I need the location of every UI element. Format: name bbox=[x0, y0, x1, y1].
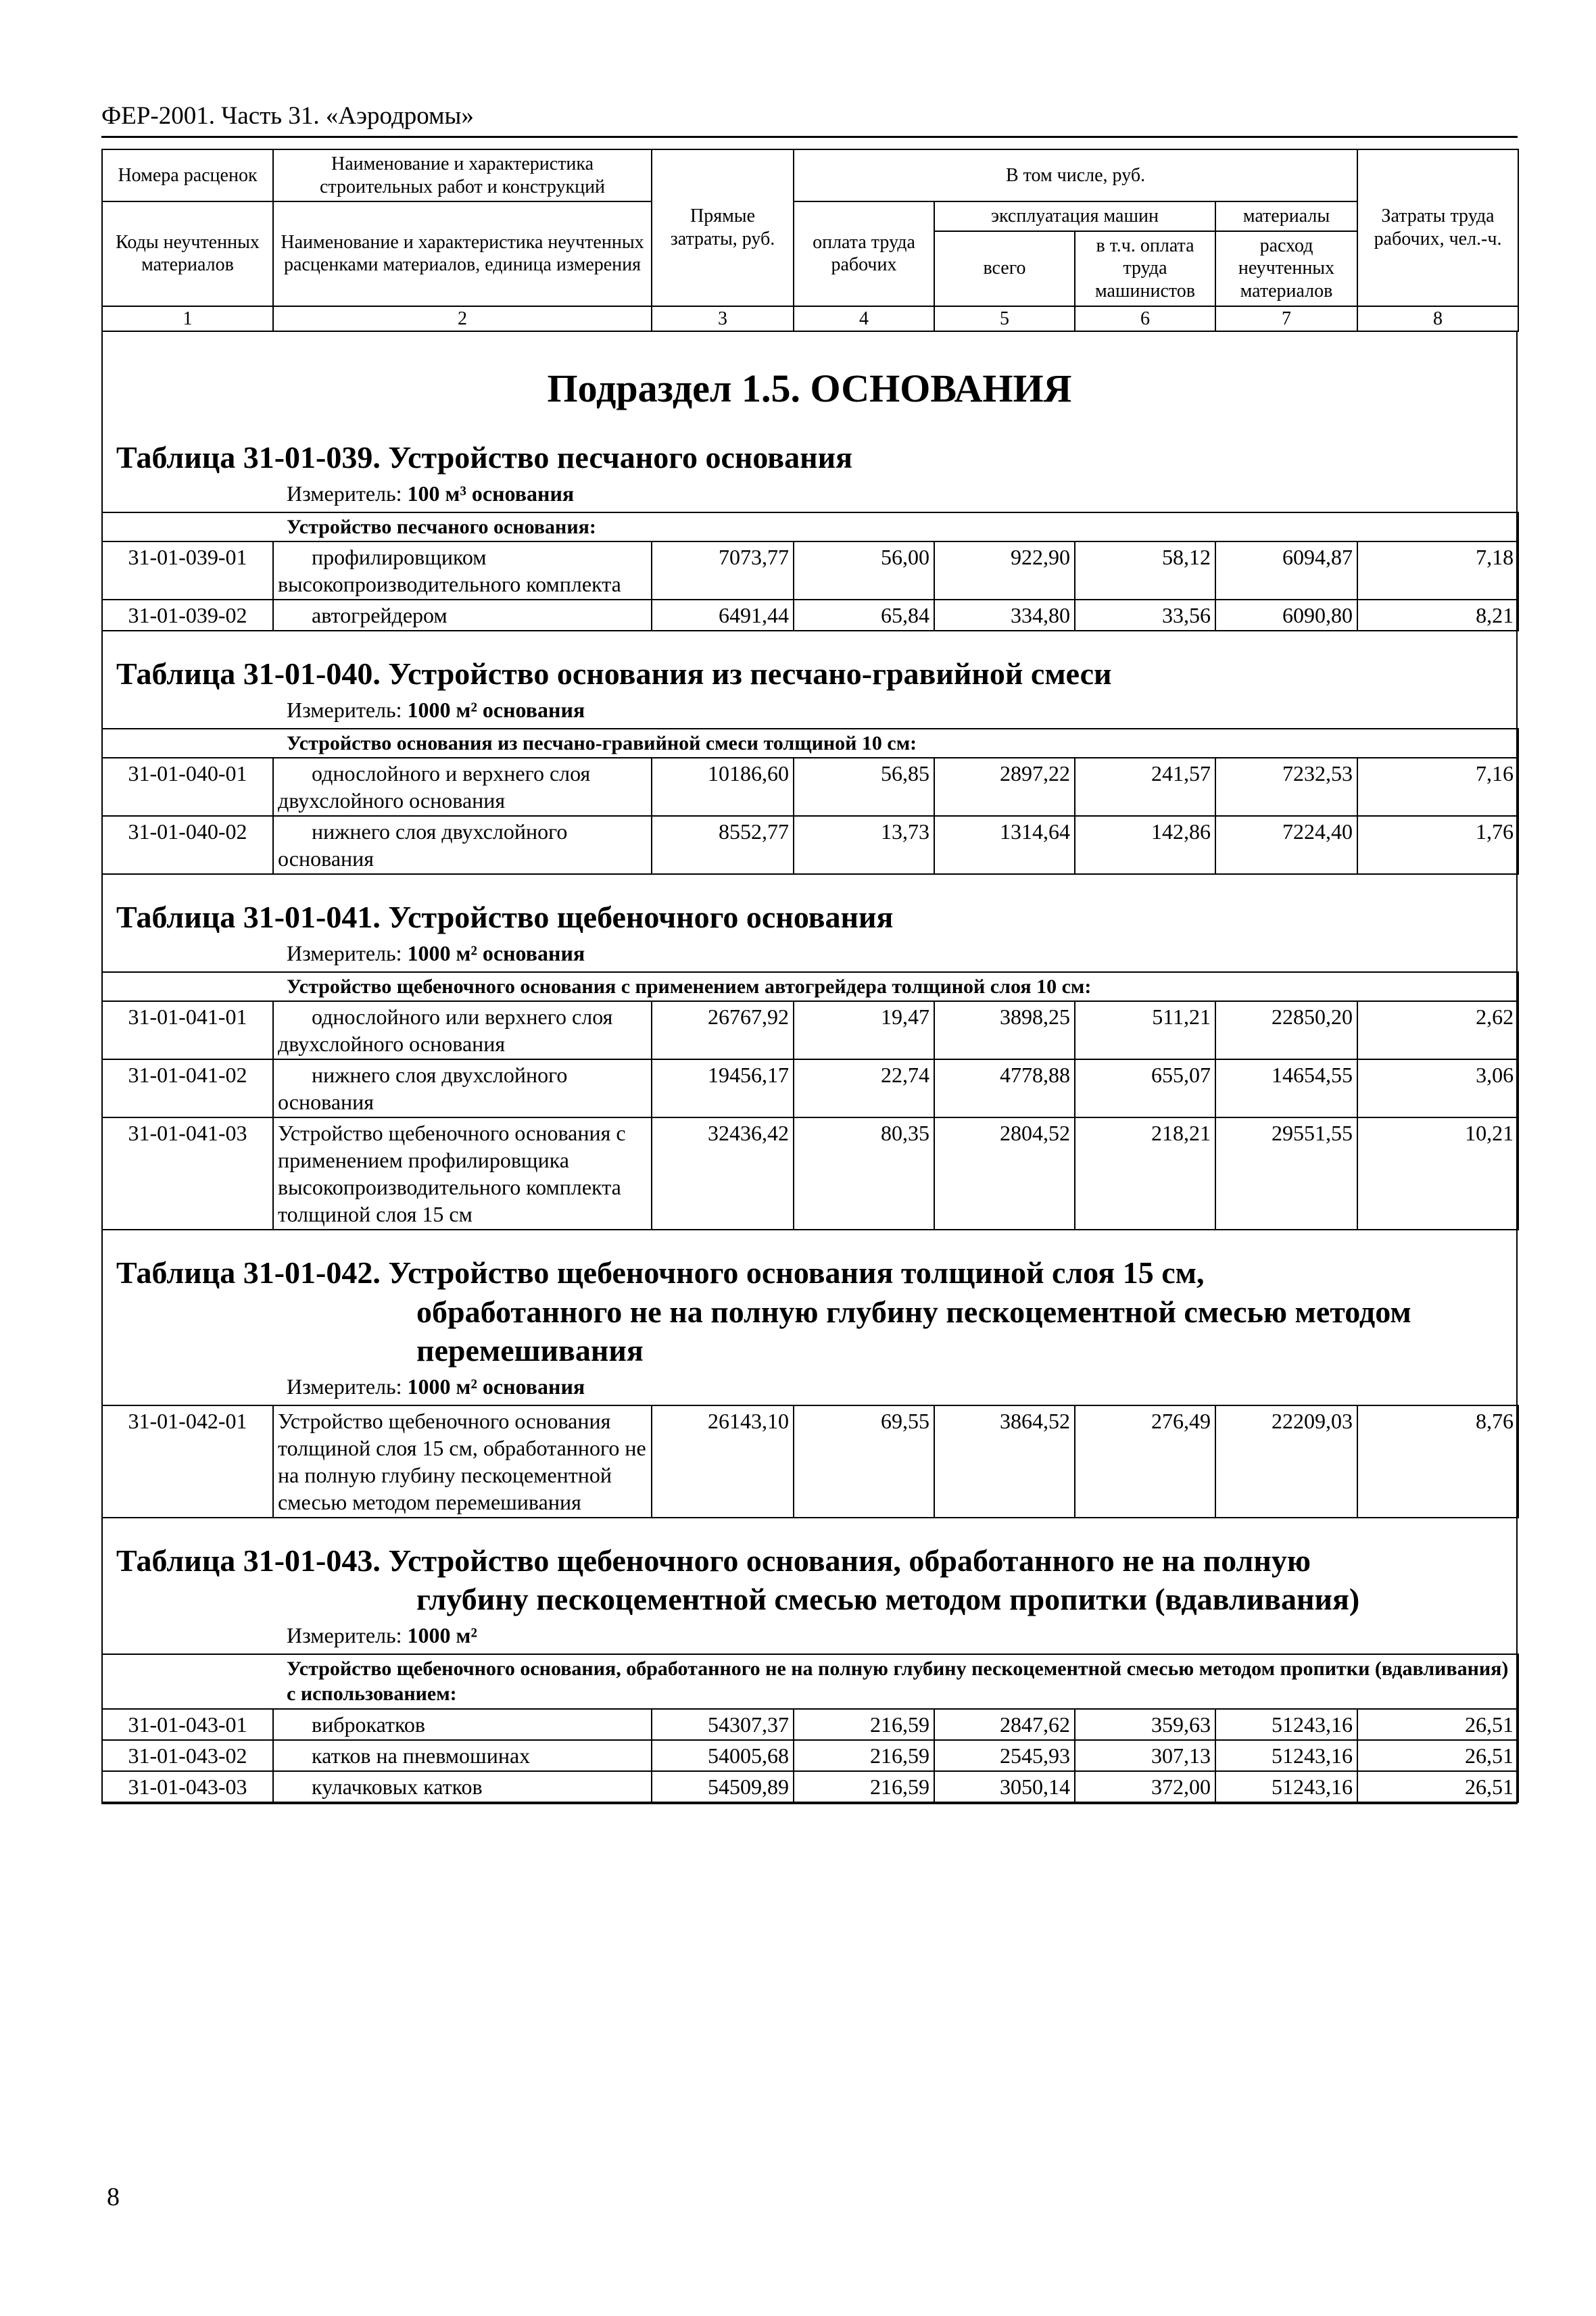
value-materials-cost: 14654,55 bbox=[1215, 1059, 1357, 1117]
rate-table bbox=[101, 971, 1519, 1231]
value-machines-total: 3898,25 bbox=[934, 1001, 1075, 1059]
value-labor-pay: 19,47 bbox=[794, 1001, 934, 1059]
value-machines-total: 334,80 bbox=[934, 600, 1075, 631]
value-materials-cost: 22209,03 bbox=[1215, 1405, 1357, 1518]
header-work-name: Наименование и характеристика строительных работ и конструкций bbox=[273, 149, 652, 201]
rate-description: нижнего слоя двухслойного основания bbox=[273, 816, 652, 874]
value-materials-cost: 22850,20 bbox=[1215, 1001, 1357, 1059]
rate-description: нижнего слоя двухслойного основания bbox=[273, 1059, 652, 1117]
value-direct-costs: 54509,89 bbox=[652, 1771, 794, 1802]
header-including: В том числе, руб. bbox=[794, 149, 1357, 201]
col-num: 2 bbox=[273, 306, 652, 332]
rate-code: 31-01-040-02 bbox=[102, 816, 273, 874]
rate-code: 31-01-040-01 bbox=[102, 758, 273, 816]
rate-description: Устройство щебеночного основания с применением профилировщика высокопроизводительного комплекта толщиной слоя 15 см bbox=[273, 1117, 652, 1230]
group-row bbox=[102, 1654, 1518, 1709]
table-row bbox=[102, 1771, 1518, 1802]
header-labor-cost: Затраты труда рабочих, чел.-ч. bbox=[1357, 149, 1518, 306]
table-meter bbox=[103, 937, 1516, 971]
rate-description: виброкатков bbox=[273, 1709, 652, 1740]
value-machinist-pay: 142,86 bbox=[1075, 816, 1215, 874]
meter-value: 1000 м² основания bbox=[407, 1374, 585, 1399]
table-meter bbox=[103, 694, 1516, 728]
table-row bbox=[102, 1001, 1518, 1059]
value-direct-costs: 26143,10 bbox=[652, 1405, 794, 1518]
rate-description: катков на пневмошинах bbox=[273, 1740, 652, 1771]
value-labor-pay: 216,59 bbox=[794, 1740, 934, 1771]
value-labor-hours: 26,51 bbox=[1357, 1709, 1518, 1740]
value-labor-hours: 10,21 bbox=[1357, 1117, 1518, 1230]
value-materials-cost: 51243,16 bbox=[1215, 1709, 1357, 1740]
table-title bbox=[103, 875, 1516, 937]
table-row bbox=[102, 1709, 1518, 1740]
value-labor-pay: 80,35 bbox=[794, 1117, 934, 1230]
col-num: 1 bbox=[102, 306, 273, 332]
meter-value: 1000 м² bbox=[407, 1622, 477, 1647]
value-machinist-pay: 372,00 bbox=[1075, 1771, 1215, 1802]
page-number: 8 bbox=[107, 2183, 120, 2211]
rate-code: 31-01-039-02 bbox=[102, 600, 273, 631]
rate-description: автогрейдером bbox=[273, 600, 652, 631]
value-labor-pay: 22,74 bbox=[794, 1059, 934, 1117]
value-direct-costs: 7073,77 bbox=[652, 541, 794, 600]
table-title bbox=[103, 1518, 1516, 1619]
meter-label: Измеритель: bbox=[287, 697, 408, 722]
table-meter bbox=[103, 477, 1516, 512]
group-row bbox=[102, 972, 1518, 1002]
header-machinist-pay: в т.ч. оплата труда машинистов bbox=[1075, 231, 1215, 306]
header-material-name: Наименование и характеристика неучтенных расценками материалов, единица измерения bbox=[273, 201, 652, 306]
rate-table bbox=[101, 1405, 1519, 1518]
table-title bbox=[103, 1230, 1516, 1370]
value-machines-total: 2545,93 bbox=[934, 1740, 1075, 1771]
column-header-table bbox=[101, 149, 1519, 332]
table-row bbox=[102, 1059, 1518, 1117]
table-title-text: Таблица 31-01-042. Устройство щебеночного основания толщиной слоя 15 см, bbox=[116, 1255, 1205, 1290]
value-direct-costs: 54307,37 bbox=[652, 1709, 794, 1740]
meter-label: Измеритель: bbox=[287, 940, 408, 965]
col-num: 6 bbox=[1075, 306, 1215, 332]
value-machinist-pay: 276,49 bbox=[1075, 1405, 1215, 1518]
value-direct-costs: 10186,60 bbox=[652, 758, 794, 816]
rate-description: профилировщиком высокопроизводительного комплекта bbox=[273, 541, 652, 600]
value-machines-total: 922,90 bbox=[934, 541, 1075, 600]
value-materials-cost: 6090,80 bbox=[1215, 600, 1357, 631]
rate-code: 31-01-039-01 bbox=[102, 541, 273, 600]
content-frame bbox=[101, 332, 1518, 1804]
table-title-text: Таблица 31-01-041. Устройство щебеночного основания bbox=[116, 900, 894, 935]
value-machines-total: 2804,52 bbox=[934, 1117, 1075, 1230]
meter-label: Измеритель: bbox=[287, 1622, 408, 1647]
value-materials-cost: 6094,87 bbox=[1215, 541, 1357, 600]
value-direct-costs: 19456,17 bbox=[652, 1059, 794, 1117]
table-row bbox=[102, 1405, 1518, 1518]
value-machinist-pay: 33,56 bbox=[1075, 600, 1215, 631]
group-heading: Устройство песчаного основания: bbox=[102, 512, 1518, 542]
table-row bbox=[102, 1740, 1518, 1771]
value-machinist-pay: 241,57 bbox=[1075, 758, 1215, 816]
value-direct-costs: 8552,77 bbox=[652, 816, 794, 874]
group-heading: Устройство основания из песчано-гравийной смеси толщиной 10 см: bbox=[102, 729, 1518, 758]
rate-code: 31-01-043-03 bbox=[102, 1771, 273, 1802]
value-labor-hours: 26,51 bbox=[1357, 1740, 1518, 1771]
value-machines-total: 1314,64 bbox=[934, 816, 1075, 874]
value-labor-pay: 65,84 bbox=[794, 600, 934, 631]
table-row bbox=[102, 600, 1518, 631]
rate-description: однослойного или верхнего слоя двухслойного основания bbox=[273, 1001, 652, 1059]
rate-code: 31-01-041-01 bbox=[102, 1001, 273, 1059]
table-title-text: Таблица 31-01-040. Устройство основания из песчано-гравийной смеси bbox=[116, 656, 1112, 692]
value-labor-pay: 56,00 bbox=[794, 541, 934, 600]
header-materials-use: расход неучтенных материалов bbox=[1215, 231, 1357, 306]
table-title-text: Таблица 31-01-043. Устройство щебеночного основания, обработанного не на полную bbox=[116, 1543, 1311, 1578]
rate-description: кулачковых катков bbox=[273, 1771, 652, 1802]
meter-label: Измеритель: bbox=[287, 481, 408, 506]
value-materials-cost: 7232,53 bbox=[1215, 758, 1357, 816]
table-meter bbox=[103, 1370, 1516, 1405]
header-materials: материалы bbox=[1215, 201, 1357, 231]
value-direct-costs: 32436,42 bbox=[652, 1117, 794, 1230]
table-meter bbox=[103, 1619, 1516, 1654]
rate-description: однослойного и верхнего слоя двухслойного основания bbox=[273, 758, 652, 816]
col-num: 3 bbox=[652, 306, 794, 332]
value-materials-cost: 51243,16 bbox=[1215, 1740, 1357, 1771]
table-row bbox=[102, 1117, 1518, 1230]
value-machinist-pay: 307,13 bbox=[1075, 1740, 1215, 1771]
value-labor-hours: 7,16 bbox=[1357, 758, 1518, 816]
table-title-continuation: глубину пескоцементной смесью методом пропитки (вдавливания) bbox=[416, 1582, 1360, 1617]
rate-table bbox=[101, 1654, 1519, 1803]
rate-code: 31-01-043-01 bbox=[102, 1709, 273, 1740]
value-machinist-pay: 58,12 bbox=[1075, 541, 1215, 600]
value-machines-total: 4778,88 bbox=[934, 1059, 1075, 1117]
table-row bbox=[102, 816, 1518, 874]
value-materials-cost: 51243,16 bbox=[1215, 1771, 1357, 1802]
header-material-codes: Коды неучтенных материалов bbox=[102, 201, 273, 306]
rate-table bbox=[101, 728, 1519, 875]
col-num: 8 bbox=[1357, 306, 1518, 332]
table-row bbox=[102, 758, 1518, 816]
group-row bbox=[102, 512, 1518, 542]
header-machines-total: всего bbox=[934, 231, 1075, 306]
meter-value: 1000 м² основания bbox=[407, 697, 585, 722]
value-machinist-pay: 359,63 bbox=[1075, 1709, 1215, 1740]
header-machines: эксплуатация машин bbox=[934, 201, 1215, 231]
tables-container bbox=[103, 438, 1516, 1803]
value-direct-costs: 6491,44 bbox=[652, 600, 794, 631]
value-materials-cost: 7224,40 bbox=[1215, 816, 1357, 874]
rate-description: Устройство щебеночного основания толщиной слоя 15 см, обработанного не на полную глубину пескоцементной смесью методом перемешивания bbox=[273, 1405, 652, 1518]
col-num: 5 bbox=[934, 306, 1075, 332]
rate-table bbox=[101, 512, 1519, 632]
value-labor-hours: 8,76 bbox=[1357, 1405, 1518, 1518]
value-machinist-pay: 655,07 bbox=[1075, 1059, 1215, 1117]
value-labor-hours: 8,21 bbox=[1357, 600, 1518, 631]
value-machines-total: 3050,14 bbox=[934, 1771, 1075, 1802]
value-labor-hours: 1,76 bbox=[1357, 816, 1518, 874]
value-labor-hours: 7,18 bbox=[1357, 541, 1518, 600]
table-title bbox=[103, 631, 1516, 694]
col-num: 7 bbox=[1215, 306, 1357, 332]
group-heading: Устройство щебеночного основания с применением автогрейдера толщиной слоя 10 см: bbox=[102, 972, 1518, 1002]
value-direct-costs: 54005,68 bbox=[652, 1740, 794, 1771]
table-title bbox=[103, 438, 1516, 477]
rate-code: 31-01-042-01 bbox=[102, 1405, 273, 1518]
value-labor-hours: 2,62 bbox=[1357, 1001, 1518, 1059]
header-direct-costs: Прямые затраты, руб. bbox=[652, 149, 794, 306]
value-machines-total: 2897,22 bbox=[934, 758, 1075, 816]
value-machinist-pay: 218,21 bbox=[1075, 1117, 1215, 1230]
group-row bbox=[102, 729, 1518, 758]
meter-label: Измеритель: bbox=[287, 1374, 408, 1399]
table-title-continuation: обработанного не на полную глубину пескоцементной смесью методом перемешивания bbox=[416, 1294, 1411, 1368]
table-title-text: Таблица 31-01-039. Устройство песчаного основания bbox=[116, 440, 853, 475]
header-rate-numbers: Номера расценок bbox=[102, 149, 273, 201]
meter-value: 100 м³ основания bbox=[407, 481, 575, 506]
running-head: ФЕР-2001. Часть 31. «Аэродромы» bbox=[101, 101, 1518, 138]
subsection-title: Подраздел 1.5. ОСНОВАНИЯ bbox=[547, 366, 1072, 411]
value-labor-hours: 26,51 bbox=[1357, 1771, 1518, 1802]
value-machinist-pay: 511,21 bbox=[1075, 1001, 1215, 1059]
value-materials-cost: 29551,55 bbox=[1215, 1117, 1357, 1230]
value-labor-pay: 216,59 bbox=[794, 1771, 934, 1802]
value-machines-total: 3864,52 bbox=[934, 1405, 1075, 1518]
value-labor-pay: 69,55 bbox=[794, 1405, 934, 1518]
value-labor-hours: 3,06 bbox=[1357, 1059, 1518, 1117]
rate-code: 31-01-041-02 bbox=[102, 1059, 273, 1117]
table-row bbox=[102, 541, 1518, 600]
group-heading: Устройство щебеночного основания, обработанного не на полную глубину пескоцементной смесью методом пропитки (вдавливания) с использованием: bbox=[102, 1654, 1518, 1709]
value-direct-costs: 26767,92 bbox=[652, 1001, 794, 1059]
meter-value: 1000 м² основания bbox=[407, 940, 585, 965]
value-labor-pay: 13,73 bbox=[794, 816, 934, 874]
value-labor-pay: 216,59 bbox=[794, 1709, 934, 1740]
value-labor-pay: 56,85 bbox=[794, 758, 934, 816]
col-num: 4 bbox=[794, 306, 934, 332]
rate-code: 31-01-043-02 bbox=[102, 1740, 273, 1771]
page bbox=[101, 101, 1518, 1804]
rate-code: 31-01-041-03 bbox=[102, 1117, 273, 1230]
header-labor-pay: оплата труда рабочих bbox=[794, 201, 934, 306]
value-machines-total: 2847,62 bbox=[934, 1709, 1075, 1740]
